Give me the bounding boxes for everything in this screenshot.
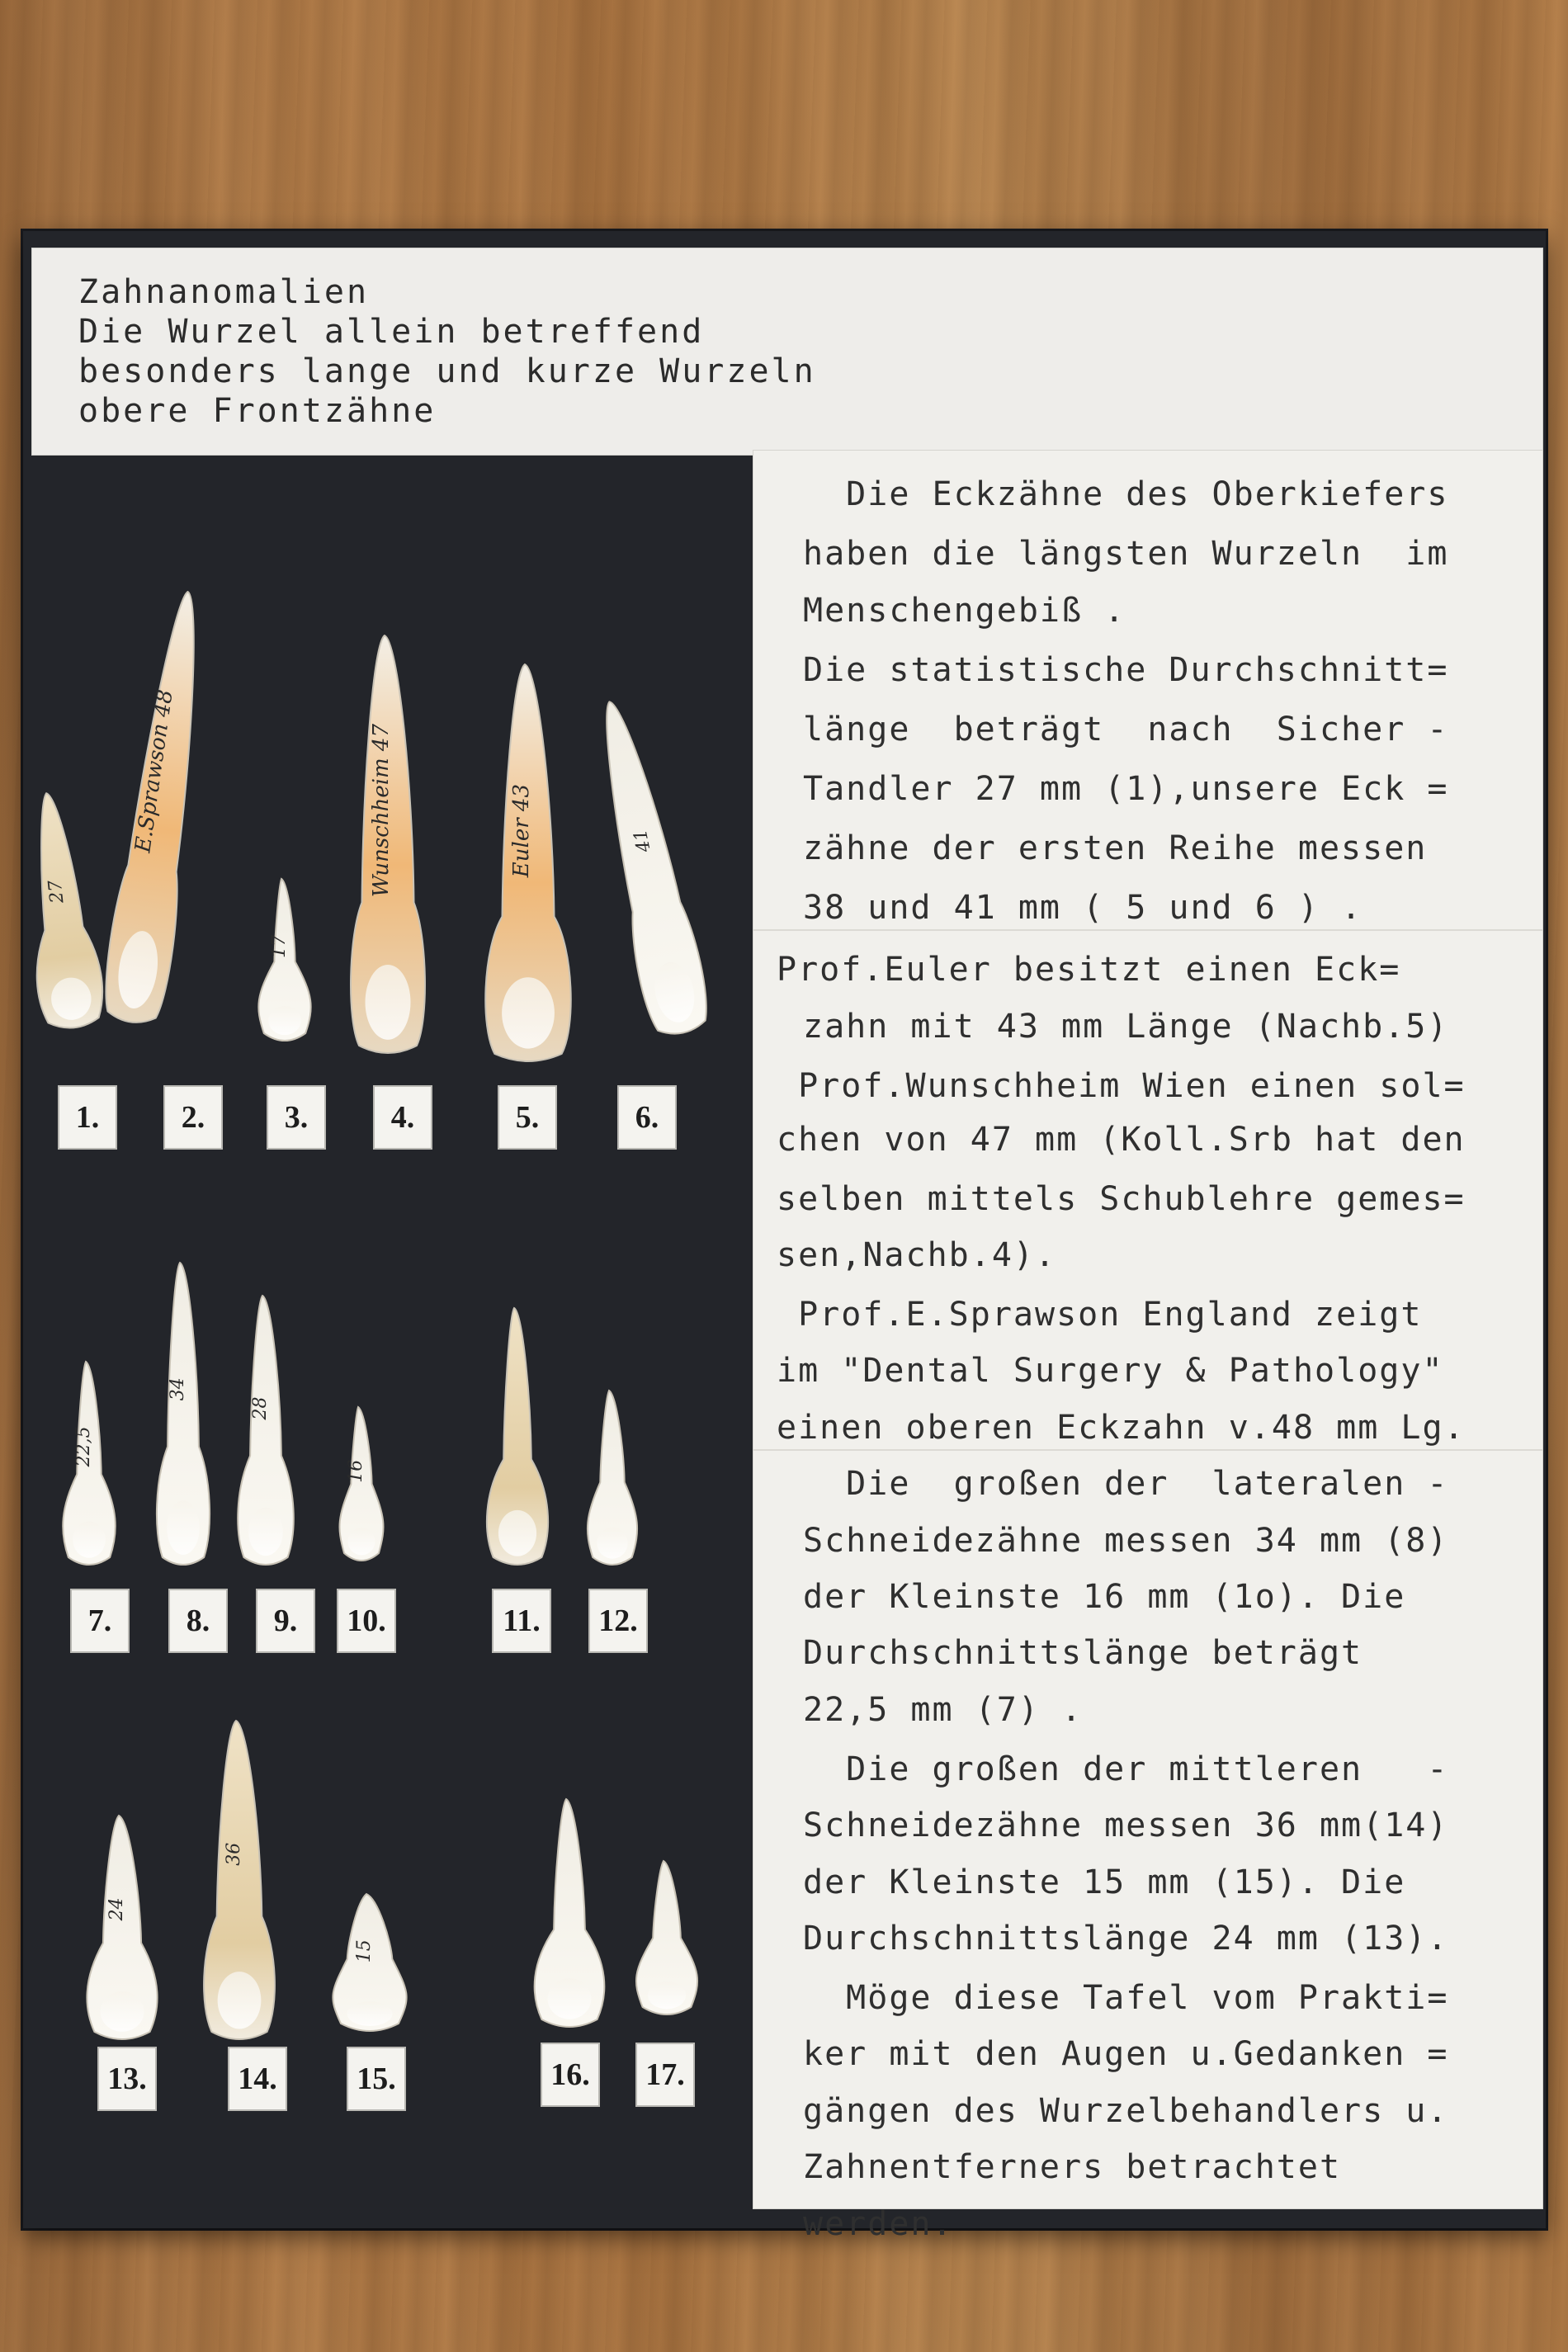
tooth-number-label: 14. [228, 2047, 287, 2111]
tooth-number-label: 6. [617, 1085, 677, 1150]
description-line: Die statistische Durchschnitt= [803, 650, 1449, 689]
tooth-inscription: 34 [168, 1377, 188, 1401]
description-line: einen oberen Eckzahn v.48 mm Lg. [777, 1408, 1466, 1447]
description-line: im "Dental Surgery & Pathology" [777, 1352, 1444, 1391]
tooth-crown [348, 1528, 375, 1555]
tooth-number-label: 15. [347, 2047, 406, 2111]
tooth-number-label: 5. [498, 1085, 557, 1150]
description-line: chen von 47 mm (Koll.Srb hat den [777, 1120, 1466, 1159]
tooth-crown [648, 1981, 686, 2009]
tooth-number-label: 12. [588, 1589, 648, 1653]
tooth-number-label: 7. [70, 1589, 130, 1653]
description-line: Zahnentferners betrachtet [803, 2148, 1342, 2187]
header-line: obere Frontzähne [78, 392, 437, 430]
tooth-inscription: E.Sprawson 48 [130, 687, 178, 854]
description-line: der Kleinste 15 mm (15). Die [803, 1863, 1406, 1901]
tooth-inscription: 36 [224, 1842, 244, 1866]
description-line: ker mit den Augen u.Gedanken = [803, 2035, 1449, 2074]
tooth-crown [498, 1510, 536, 1556]
description-line: Menschengebiß . [803, 591, 1126, 630]
tooth-crown [347, 2001, 393, 2026]
description-line: Möge diese Tafel vom Prakti= [803, 1979, 1449, 2017]
tooth-number-label: 17. [635, 2043, 695, 2107]
tooth-number-label: 4. [373, 1085, 432, 1150]
tooth-number-label: 9. [256, 1589, 315, 1653]
description-line: Die großen der mittleren - [803, 1750, 1449, 1788]
tooth-inscription: 16 [346, 1459, 366, 1483]
tooth-crown [101, 1991, 144, 2032]
tooth-crown [167, 1500, 200, 1555]
tooth-inscription: 41 [630, 827, 655, 854]
tooth-crown [218, 1972, 262, 2028]
tooth-inscription: 28 [250, 1396, 271, 1420]
description-line: Schneidezähne messen 34 mm (8) [803, 1521, 1449, 1560]
tooth-number-label: 2. [163, 1085, 223, 1150]
tooth-number-label: 10. [337, 1589, 396, 1653]
tooth-crown [73, 1522, 106, 1558]
description-line: Durchschnittslänge 24 mm (13). [803, 1920, 1449, 1958]
description-line: haben die längsten Wurzeln im [803, 535, 1449, 574]
description-line: Die Eckzähne des Oberkiefers [803, 475, 1449, 514]
description-line: gängen des Wurzelbehandlers u. [803, 2091, 1449, 2130]
description-line: Die großen der lateralen - [803, 1465, 1449, 1504]
description-line: der Kleinste 16 mm (1o). Die [803, 1578, 1406, 1616]
tooth-number-label: 3. [267, 1085, 326, 1150]
description-line: 22,5 mm (7) . [803, 1690, 1084, 1729]
description-line: 38 und 41 mm ( 5 und 6 ) . [803, 888, 1363, 927]
tooth-number-label: 16. [541, 2043, 600, 2107]
tooth-inscription: Wunschheim 47 [369, 723, 394, 898]
description-line: Tandler 27 mm (1),unsere Eck = [803, 769, 1449, 808]
tooth-inscription: 17 [269, 934, 290, 958]
header-line: Zahnanomalien [78, 273, 370, 311]
tooth-inscription: 15 [354, 1939, 375, 1963]
description-line: zähne der ersten Reihe messen [803, 829, 1428, 867]
tooth-number-label: 11. [492, 1589, 551, 1653]
description-line: zahn mit 43 mm Länge (Nachb.5) [803, 1007, 1449, 1046]
description-line: länge beträgt nach Sicher - [803, 710, 1449, 749]
header-line: besonders lange und kurze Wurzeln [78, 352, 816, 390]
tooth-crown [597, 1528, 627, 1559]
tooth-inscription: 24 [106, 1897, 127, 1921]
header-line: Die Wurzel allein betreffend [78, 313, 705, 351]
tooth-crown [502, 977, 555, 1048]
description-line: sen,Nachb.4). [777, 1236, 1057, 1274]
tooth-inscription: Euler 43 [509, 783, 534, 878]
description-line: Prof.E.Sprawson England zeigt [777, 1296, 1423, 1334]
tooth-number-label: 1. [58, 1085, 117, 1150]
description-line: Prof.Wunschheim Wien einen sol= [777, 1066, 1466, 1105]
description-line: Durchschnittslänge beträgt [803, 1634, 1363, 1673]
tooth-inscription: 22,5 [73, 1426, 94, 1467]
tooth-crown [268, 1006, 301, 1035]
description-line: werden. [803, 2204, 954, 2243]
tooth-6 [582, 695, 714, 1040]
description-line: Schneidezähne messen 36 mm(14) [803, 1807, 1449, 1845]
tooth-number-label: 13. [97, 2047, 157, 2111]
tooth-crown [366, 965, 411, 1040]
description-line: Prof.Euler besitzt einen Eck= [777, 951, 1401, 989]
tooth-inscription: 27 [45, 879, 68, 904]
description-line: selben mittels Schublehre gemes= [777, 1179, 1466, 1218]
tooth-crown [548, 1978, 592, 2019]
tooth-crown [248, 1508, 283, 1556]
tooth-number-label: 8. [168, 1589, 228, 1653]
